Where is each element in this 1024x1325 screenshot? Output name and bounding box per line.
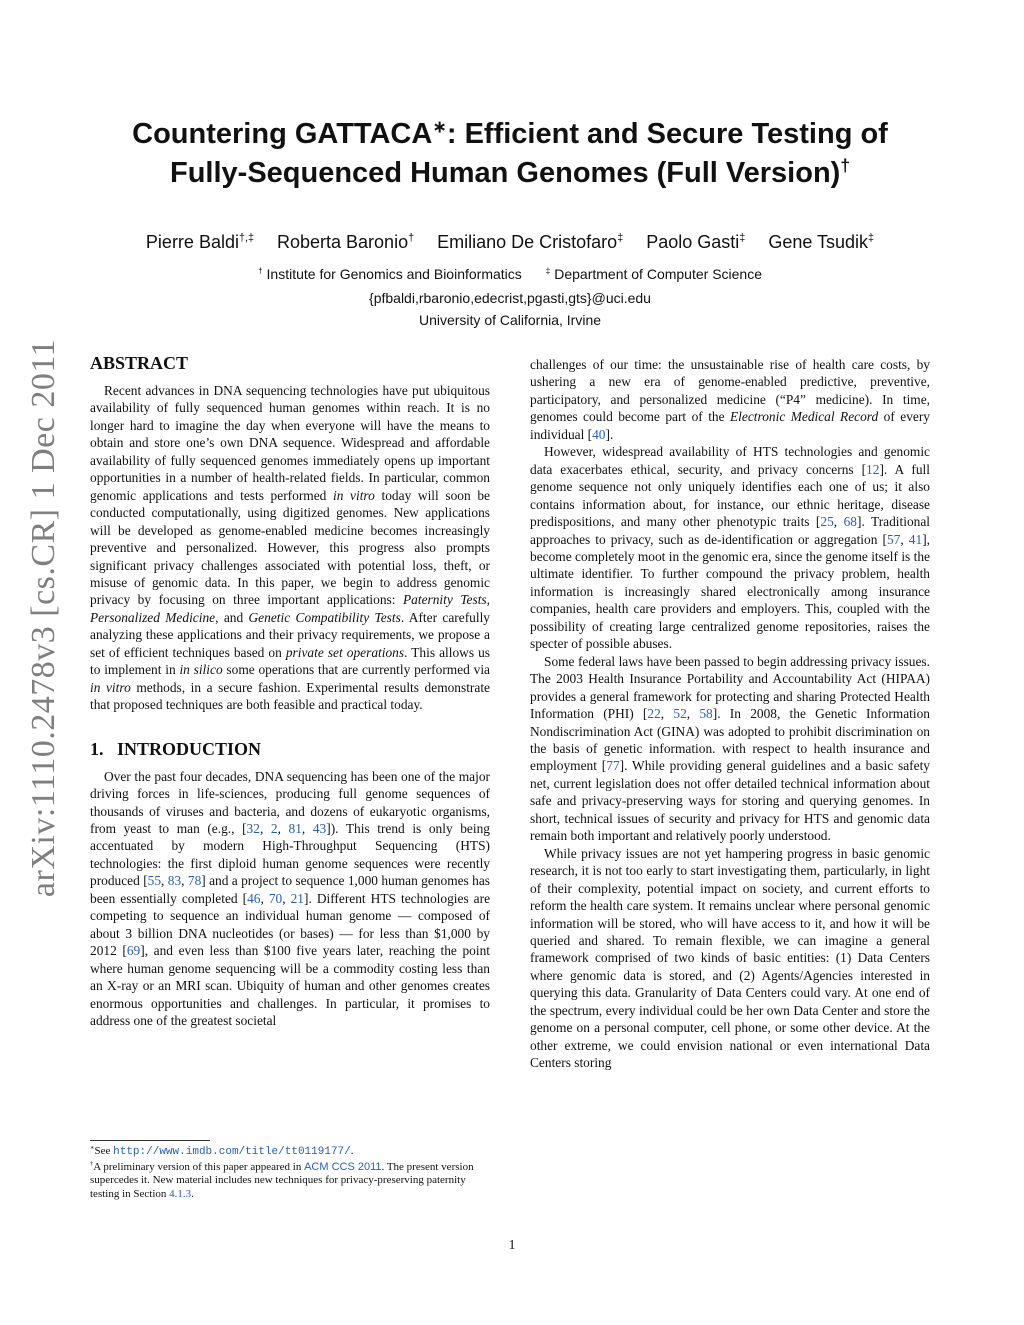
citation-link[interactable]: 57 — [886, 531, 901, 547]
page-number: 1 — [508, 1238, 516, 1253]
left-column — [90, 352, 490, 1029]
citation-link[interactable]: 83 — [167, 873, 182, 889]
author: Pierre Baldi†,‡ — [145, 232, 254, 252]
university: University of California, Irvine — [418, 312, 602, 328]
body-paragraph: Some federal laws have been passed to begin addressing privacy issues. The 2003 Health Insurance Portability and Accountability Act (HIPAA) provides a general framework for protecting and sharing Protected Health Information (PHI) [22, 52, 58]. In 2008, the Genetic Information Nondiscrimination Act (GINA) was adopted to prohibit discrimination on the basis of genetic information. with respect to health insurance and employment [77]. While providing general guidelines and a basic safety net, current legislation does not offer detailed technical information about safe and privacy-preserving ways for storing and querying genomes. In short, technical issues of security and privacy for HTS and genomic data remain both important and relatively poorly understood. — [530, 653, 930, 844]
citation-link[interactable]: 52 — [673, 706, 687, 722]
body-paragraph: While privacy issues are not yet hampering progress in basic genomic research, it is not too early to start investigating them, particularly, in light of their complexity, potential impact on society, and current efforts to reform the health care system. It remains unclear where personal genomic information will be stored, who will have access to it, and how it will be queried and shared. To remain flexible, we can imagine a general framework comprised of two kinds of basic entities: (1) Data Centers where genomic data is stored, and (2) Agents/Agencies interested in querying this data. Granularity of Data Centers could vary. At one end of the spectrum, every individual could be her own Data Center and store the genome on a personal computer, cell phone, or some other device. At the other extreme, we could envision national or even international Data Centers storing — [530, 845, 930, 1071]
paper-title — [100, 115, 920, 193]
introduction-paragraph: Over the past four decades, DNA sequencing has been one of the major driving forces in life-sciences, producing full genome sequences of thousands of viruses and bacteria, and dozens of eukaryotic organisms, from yeast to man (e.g., [32, 2, 81, 43]). This trend is only being accentuated by modern High-Throughput Sequencing (HTS) technologies: the first diploid human genome sequences were recently produced [55, 83, 78] and a project to sequence 1,000 human genomes has been essentially completed [46, 70, 21]. Different HTS technologies are competing to sequence an individual human genome — composed of about 3 billion DNA nucleotides (or bases) — for less than $1,000 by 2012 [69], and even less than $100 five years later, reaching the point where human genome sequencing will be a commodity costing less than an X-ray or an MRI scan. Ubiquity of human and other genomes creates enormous opportunities and challenges. In particular, it promises to address one of the greatest societal — [90, 768, 491, 1028]
footnote: †A preliminary version of this paper appeared in ACM CCS 2011. The present version supercedes it. New material includes new techniques for privacy-preserving paternity testing in Section 4.1.3. — [90, 1160, 474, 1200]
arxiv-identifier-stamp — [22, 340, 66, 895]
venue-link[interactable]: ACM CCS 2011 — [304, 1161, 382, 1174]
author: Gene Tsudik‡ — [768, 232, 875, 252]
citation-link[interactable]: 22 — [647, 706, 661, 722]
footnote-rule — [90, 1140, 210, 1141]
body-paragraph: However, widespread availability of HTS technologies and genomic data exacerbates ethical, security, and privacy concerns [12]. A full genome sequence not only uniquely identifies each one of us; it also contains information about, for instance, our ethnic heritage, disease predispositions, and many other phenotypic traits [25, 68]. Traditional approaches to privacy, such as de-identification or aggregation [57, 41], become completely moot in the genomic era, since the genome itself is the ultimate identifier. To further compound the privacy problem, health information is increasingly shared electronically among insurance companies, health care providers and employers. This, coupled with the possibility of creating large centralized genome repositories, raises the specter of possible abuses. — [530, 444, 931, 652]
affiliation: ‡ Department of Computer Science — [545, 265, 762, 282]
author: Roberta Baronio† — [277, 232, 415, 252]
citation-link[interactable]: 40 — [592, 426, 606, 442]
title-mark-1: ∗ — [432, 116, 447, 137]
citation-link[interactable]: 78 — [187, 873, 202, 889]
citation-link[interactable]: 12 — [866, 461, 880, 477]
author-list — [100, 232, 920, 253]
footnote: ∗See http://www.imdb.com/title/tt0119177/. — [90, 1144, 354, 1158]
affiliations — [100, 266, 920, 282]
arxiv-identifier-text: arXiv:1110.2478v3 [cs.CR] 1 Dec 2011 — [25, 338, 63, 897]
citation-link[interactable]: 69 — [126, 943, 141, 959]
footnotes — [90, 1140, 490, 1203]
author: Emiliano De Cristofaro‡ — [437, 232, 624, 252]
citation-link[interactable]: 68 — [843, 514, 857, 530]
author: Paolo Gasti‡ — [646, 232, 746, 252]
citation-link[interactable]: 25 — [820, 514, 834, 530]
section-link[interactable]: 4.1.3 — [169, 1187, 192, 1200]
citation-link[interactable]: 55 — [147, 873, 162, 889]
title-mark-2: † — [840, 155, 850, 176]
citation-link[interactable]: 46 — [247, 890, 261, 906]
citation-link[interactable]: 32 — [246, 820, 260, 836]
citation-link[interactable]: 58 — [699, 706, 713, 722]
body-paragraph: challenges of our time: the unsustainable rise of health care costs, by ushering a new era of genome-enabled predictive, preventive, participatory, and personalized medicine (“P4” medicine). In time, genomes could become part of the Electronic Medical Record of every individual [40]. — [530, 357, 931, 442]
citation-link[interactable]: 21 — [290, 890, 304, 906]
abstract-text: Recent advances in DNA sequencing technologies have put ubiquitous availability of fully sequenced human genomes within reach. It is no longer hard to imagine the day when everyone will have the means to obtain and store one’s own DNA sequence. Widespread and affordable availability of fully sequenced genomes immediately opens up important opportunities in a number of health-related fields. In particular, common genomic applications and tests performed in vitro today will soon be conducted computationally, using digitized genomes. New applications will be developed as genome-enabled medicine becomes increasingly preventive and personalized. However, this progress also prompts significant privacy challenges associated with potential loss, theft, or misuse of genomic data. In this paper, we begin to address genomic privacy by focusing on three important applications: Paternity Tests, Personalized Medicine, and Genetic Compatibility Tests. After carefully analyzing these applications and their privacy requirements, we propose a set of efficient techniques based on private set operations. This allows us to implement in in silico some operations that are currently performed via in vitro methods, in a secure fashion. Experimental results demonstrate that proposed techniques are both feasible and practical today. — [90, 383, 491, 713]
citation-link[interactable]: 70 — [268, 890, 283, 906]
affiliation: † Institute for Genomics and Bioinformatics — [257, 265, 522, 282]
citation-link[interactable]: 81 — [288, 820, 302, 836]
citation-link[interactable]: 43 — [312, 820, 327, 836]
citation-link[interactable]: 41 — [908, 531, 923, 547]
author-emails: {pfbaldi,rbaronio,edecrist,pgasti,gts}@uci.edu — [369, 290, 651, 306]
abstract-heading: ABSTRACT — [90, 353, 189, 373]
citation-link[interactable]: 2 — [270, 820, 278, 836]
title-line1-rest: : Efficient and Secure Testing of — [446, 118, 888, 150]
introduction-heading: 1. INTRODUCTION — [90, 738, 262, 759]
citation-link[interactable]: 77 — [606, 758, 620, 774]
title-line1: Countering GATTACA — [132, 118, 433, 150]
footnote-url-link[interactable]: http://www.imdb.com/title/tt0119177/ — [113, 1146, 351, 1158]
right-column — [530, 356, 930, 1072]
title-line2: Fully-Sequenced Human Genomes (Full Version) — [169, 157, 841, 189]
